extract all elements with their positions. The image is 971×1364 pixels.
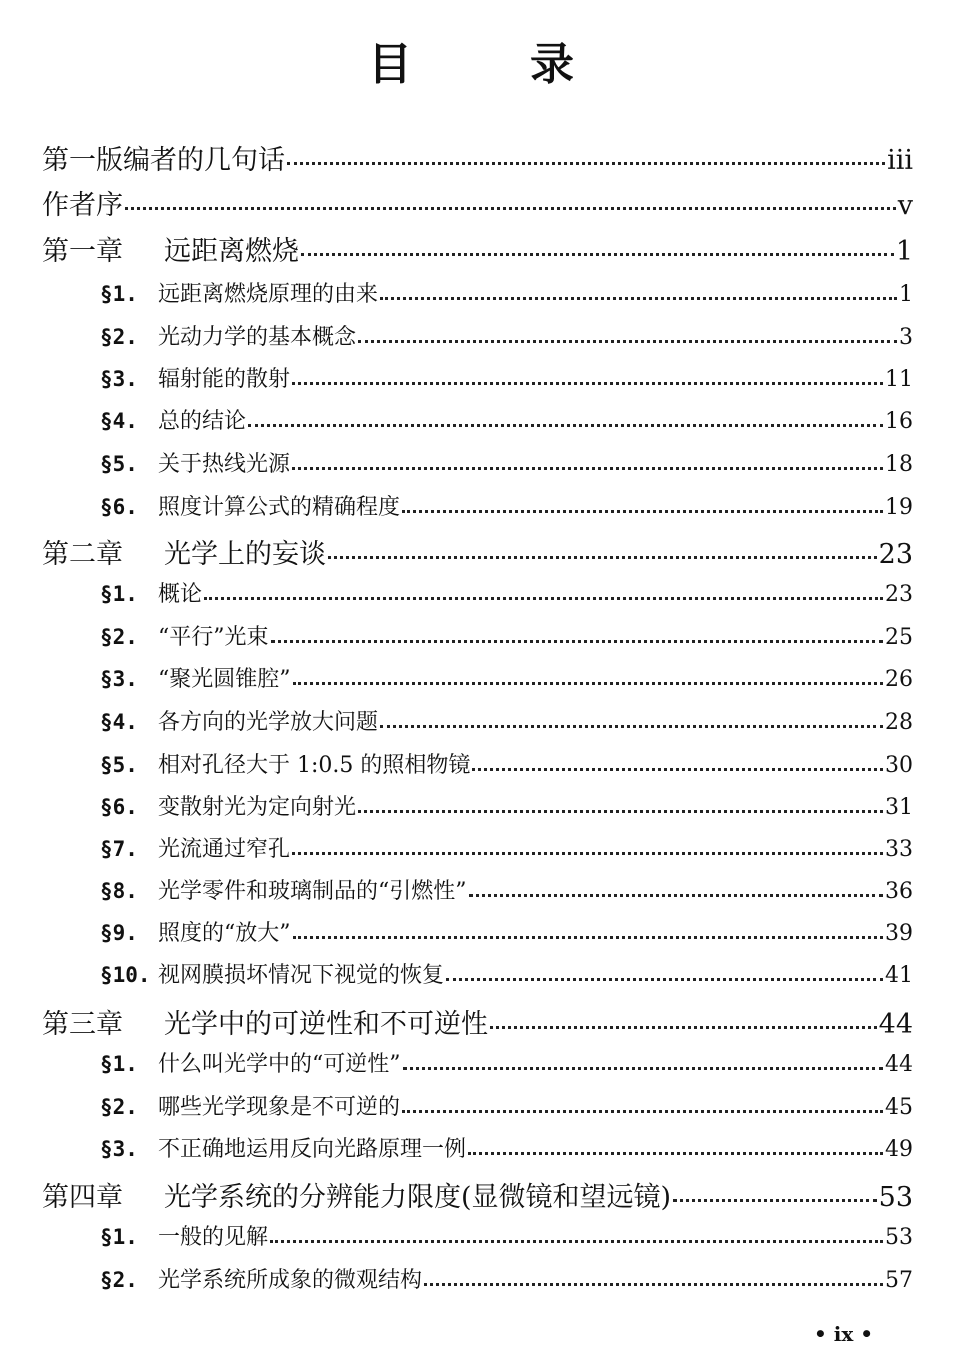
dot-leader xyxy=(673,1199,877,1202)
toc-section-entry[interactable] xyxy=(100,874,913,905)
dot-leader xyxy=(402,510,883,513)
dot-leader xyxy=(270,1240,883,1243)
section-number: §7. xyxy=(100,837,138,861)
entry-title: 不正确地运用反向光路原理一例 xyxy=(158,1137,467,1162)
toc-section-entry[interactable] xyxy=(100,320,913,351)
dot-leader xyxy=(468,1152,883,1155)
toc-section-entry[interactable] xyxy=(100,1263,913,1294)
entry-title: 光流通过窄孔 xyxy=(158,837,291,862)
dot-leader xyxy=(380,725,883,728)
entry-page-number: 45 xyxy=(885,1095,913,1120)
title-char-2: 录 xyxy=(530,39,574,90)
entry-title: 概论 xyxy=(158,582,203,607)
entry-page-number: 41 xyxy=(885,963,913,988)
entry-page-number: 53 xyxy=(885,1225,913,1250)
dot-leader xyxy=(469,894,884,897)
entry-title: 哪些光学现象是不可逆的 xyxy=(158,1095,401,1120)
section-number: §9. xyxy=(100,921,138,945)
dot-leader xyxy=(358,340,897,343)
toc-section-entry[interactable] xyxy=(100,705,913,736)
dot-leader xyxy=(490,1026,877,1029)
entry-title: 光学系统所成象的微观结构 xyxy=(158,1268,423,1293)
dot-leader xyxy=(403,1067,884,1070)
section-number: §5. xyxy=(100,753,138,777)
toc-section-entry[interactable] xyxy=(100,1047,913,1078)
dot-leader xyxy=(292,852,883,855)
chapter-number: 第三章 xyxy=(42,1009,123,1040)
entry-page-number: 11 xyxy=(885,367,913,392)
entry-title: “聚光圆锥腔” xyxy=(158,667,291,692)
dot-leader xyxy=(301,253,894,256)
entry-title: 总的结论 xyxy=(158,409,247,434)
entry-title: 各方向的光学放大问题 xyxy=(158,710,379,735)
section-number: §3. xyxy=(100,1137,138,1161)
section-number: §4. xyxy=(100,710,138,734)
toc-section-entry[interactable] xyxy=(100,916,913,947)
dot-leader xyxy=(125,207,896,210)
entry-page-number: 44 xyxy=(878,1009,913,1040)
section-number: §5. xyxy=(100,452,138,476)
entry-title: 光学零件和玻璃制品的“引燃性” xyxy=(158,879,467,904)
entry-title: 视网膜损坏情况下视觉的恢复 xyxy=(158,963,445,988)
entry-page-number: 23 xyxy=(878,539,913,570)
toc-section-entry[interactable] xyxy=(100,832,913,863)
chapter-number: 第四章 xyxy=(42,1182,123,1213)
section-number: §3. xyxy=(100,667,138,691)
section-number: §3. xyxy=(100,367,138,391)
toc-section-entry[interactable] xyxy=(100,662,913,693)
entry-title: 关于热线光源 xyxy=(158,452,291,477)
entry-page-number: 28 xyxy=(885,710,913,735)
entry-title: 远距离燃烧 xyxy=(164,236,299,267)
section-number: §4. xyxy=(100,409,138,433)
entry-title: 照度计算公式的精确程度 xyxy=(158,495,401,520)
entry-page-number: v xyxy=(897,190,913,221)
chapter-number: 第二章 xyxy=(42,539,123,570)
dot-leader xyxy=(328,556,877,559)
toc-section-entry[interactable] xyxy=(100,958,913,989)
chapter-number: 第一章 xyxy=(42,236,123,267)
entry-title: 变散射光为定向射光 xyxy=(158,795,357,820)
section-number: §1. xyxy=(100,582,138,606)
toc-chapter-entry[interactable] xyxy=(42,229,913,268)
dot-leader xyxy=(287,162,885,165)
toc-section-entry[interactable] xyxy=(100,1090,913,1121)
dot-leader xyxy=(292,382,883,385)
entry-page-number: 23 xyxy=(885,582,913,607)
entry-page-number: 1 xyxy=(895,236,913,267)
section-number: §6. xyxy=(100,795,138,819)
toc-section-entry[interactable] xyxy=(100,277,913,308)
entry-page-number: 19 xyxy=(885,495,913,520)
section-number: §8. xyxy=(100,879,138,903)
dot-leader xyxy=(358,810,883,813)
dot-leader xyxy=(402,1110,883,1113)
toc-section-entry[interactable] xyxy=(100,1220,913,1251)
section-number: §2. xyxy=(100,325,138,349)
dot-leader xyxy=(472,768,883,771)
toc-section-entry[interactable] xyxy=(100,620,913,651)
toc-front-entry[interactable] xyxy=(42,183,913,222)
entry-page-number: 36 xyxy=(885,879,913,904)
dot-leader xyxy=(293,936,884,939)
dot-leader xyxy=(204,597,883,600)
toc-section-entry[interactable] xyxy=(100,748,913,779)
entry-page-number: 49 xyxy=(885,1137,913,1162)
entry-title: 远距离燃烧原理的由来 xyxy=(158,282,379,307)
entry-page-number: 33 xyxy=(885,837,913,862)
dot-leader xyxy=(380,297,897,300)
section-number: §2. xyxy=(100,625,138,649)
section-number: §10. xyxy=(100,963,151,987)
entry-page-number: 18 xyxy=(885,452,913,477)
section-number: §1. xyxy=(100,282,138,306)
entry-page-number: 39 xyxy=(885,921,913,946)
dot-leader xyxy=(271,640,884,643)
entry-page-number: 25 xyxy=(885,625,913,650)
entry-title: 光动力学的基本概念 xyxy=(158,325,357,350)
entry-title: 相对孔径大于 1:0.5 的照相物镜 xyxy=(158,753,471,778)
entry-page-number: 53 xyxy=(878,1182,913,1213)
entry-page-number: 16 xyxy=(885,409,913,434)
entry-page-number: 30 xyxy=(885,753,913,778)
toc-section-entry[interactable] xyxy=(100,362,913,393)
toc-chapter-entry[interactable] xyxy=(42,1002,913,1041)
entry-title: 作者序 xyxy=(42,190,123,221)
dot-leader xyxy=(293,682,884,685)
entry-page-number: 3 xyxy=(899,325,913,350)
entry-title: “平行”光束 xyxy=(158,625,269,650)
dot-leader xyxy=(292,467,883,470)
toc-section-entry[interactable] xyxy=(100,490,913,521)
entry-page-number: 57 xyxy=(885,1268,913,1293)
entry-title: 光学上的妄谈 xyxy=(164,539,326,570)
dot-leader xyxy=(424,1283,883,1286)
section-number: §2. xyxy=(100,1268,138,1292)
entry-page-number: 26 xyxy=(885,667,913,692)
toc-section-entry[interactable] xyxy=(100,790,913,821)
entry-title: 光学中的可逆性和不可逆性 xyxy=(164,1009,488,1040)
entry-title: 照度的“放大” xyxy=(158,921,291,946)
entry-title: 第一版编者的几句话 xyxy=(42,145,285,176)
section-number: §6. xyxy=(100,495,138,519)
toc-chapter-entry[interactable] xyxy=(42,1175,913,1214)
entry-page-number: 44 xyxy=(885,1052,913,1077)
section-number: §1. xyxy=(100,1052,138,1076)
entry-title: 辐射能的散射 xyxy=(158,367,291,392)
section-number: §1. xyxy=(100,1225,138,1249)
toc-front-entry[interactable] xyxy=(42,138,913,177)
toc-chapter-entry[interactable] xyxy=(42,532,913,571)
dot-leader xyxy=(446,978,883,981)
entry-page-number: 31 xyxy=(885,795,913,820)
entry-page-number: 1 xyxy=(899,282,913,307)
toc-section-entry[interactable] xyxy=(100,1132,913,1163)
dot-leader xyxy=(248,424,883,427)
section-number: §2. xyxy=(100,1095,138,1119)
entry-page-number: iii xyxy=(887,145,913,176)
entry-title: 光学系统的分辨能力限度(显微镜和望远镜) xyxy=(164,1182,672,1213)
entry-title: 一般的见解 xyxy=(158,1225,269,1250)
page-number: • ix • xyxy=(814,1322,874,1346)
toc-section-entry[interactable] xyxy=(100,447,913,478)
toc-section-entry[interactable] xyxy=(100,404,913,435)
entry-title: 什么叫光学中的“可逆性” xyxy=(158,1052,401,1077)
toc-section-entry[interactable] xyxy=(100,577,913,608)
title-char-1: 目 xyxy=(368,39,412,90)
